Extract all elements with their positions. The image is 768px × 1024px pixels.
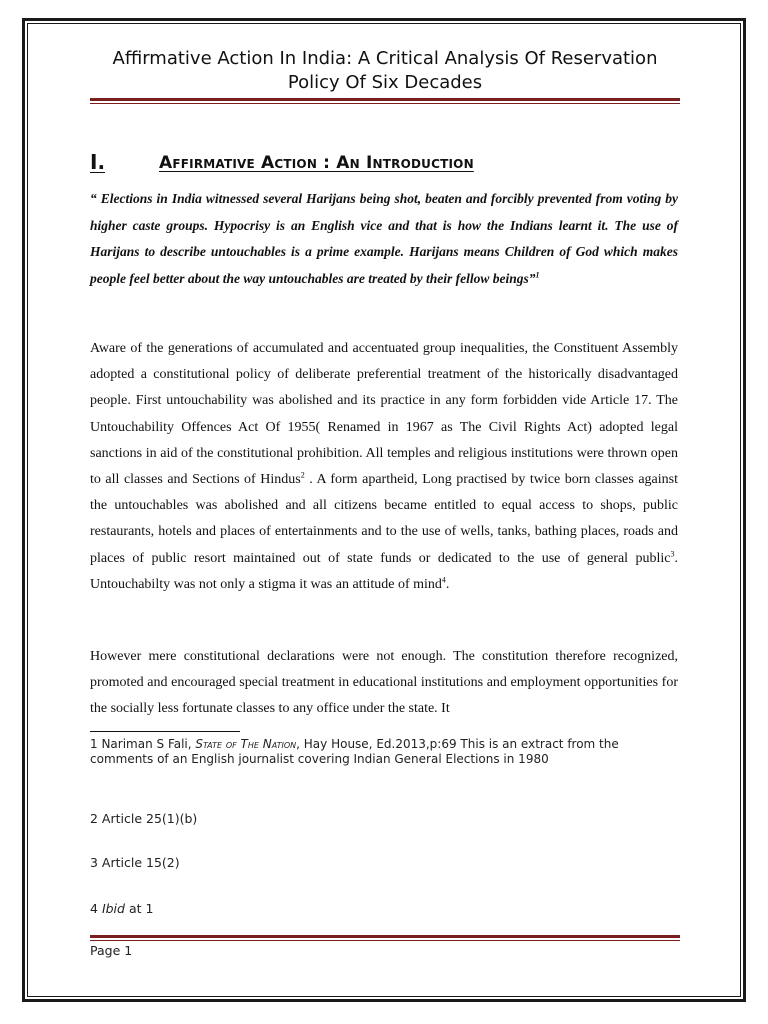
footnote-ref-3[interactable]: 3 (670, 548, 675, 558)
paragraph-1-part-1: Aware of the generations of accumulated and accentuated group inequalities, the Constituent Assembly adopted a constitutional policy of deliberate preferential treatment of the historically disadvantaged people. First untouchability was abolished and its practice in any form forbidden vide Article 17. The Untouchability Offences Act Of 1955( Renamed in 1967 as The Civil Rights Act) adopted legal sanctions in aid of the constitutional prohibition. All temples and religious institutions were thrown open to all classes and Sections of Hindus (90, 341, 678, 488)
footnote-1-suffix: , Hay House, Ed.2013,p:69 This is an extract from the comments of an English journalist covering Indian General Elections in 1980 (90, 737, 619, 766)
paragraph-2: However mere constitutional declarations were not enough. The constitution therefore recognized, promoted and encouraged special treatment in educational institutions and employment opportunities for the socially less fortunate classes to any office under the state. It (90, 649, 678, 717)
footnote-4-ibid: Ibid (101, 901, 125, 916)
quote-text: “ Elections in India witnessed several Harijans being shot, beaten and forcibly prevented from voting by higher caste groups. Hypocrisy is an English vice and that is how the Indians learnt it. The use of Harijans to describe untouchables is a prime example. Harijans means Children of God which makes people feel better about the way untouchables are treated by their fellow beings” (90, 191, 678, 286)
footnote-1-book-title: State of The Nation (195, 737, 297, 751)
section-number: I. (90, 150, 106, 174)
page-number: Page 1 (90, 943, 133, 958)
footnote-ref-1[interactable]: 1 (535, 270, 540, 279)
footnote-2: 2 Article 25(1)(b) (90, 811, 198, 826)
footnote-ref-2[interactable]: 2 (300, 470, 305, 480)
footnote-ref-4[interactable]: 4 (441, 575, 446, 585)
paragraph-1-part-4: . (445, 576, 450, 592)
footnote-3: 3 Article 15(2) (90, 855, 180, 870)
section-heading (90, 150, 680, 174)
paragraph-1-part-2: . A form apartheid, Long practised by twice born classes against the untouchables was abolished and all citizens became entitled to equal access to shops, public restaurants, hotels and places of entertainments and to the use of wells, tanks, bathing places, roads and places of public resort maintained out of state funds or dedicated to the use of general public (90, 472, 678, 566)
footnote-4-number: 4 (90, 901, 102, 916)
document-header-title: Affirmative Action In India: A Critical Analysis Of Reservation Policy Of Six Decades (112, 48, 658, 93)
footnote-4-rest: at 1 (124, 901, 154, 916)
header-rule (90, 98, 680, 104)
footnote-1-prefix: 1 Nariman S Fali, (90, 737, 196, 751)
footer-rule (90, 935, 680, 941)
footnote-separator (90, 731, 240, 732)
section-title: Affirmative Action : An Introduction (159, 153, 474, 173)
paragraph-1-part-3: . Untouchabilty was not only a stigma it was an attitude of mind (90, 550, 678, 592)
footnote-1 (90, 737, 680, 767)
opening-quote (90, 186, 678, 292)
paragraph-1 (90, 336, 678, 598)
footnote-4 (90, 901, 680, 916)
